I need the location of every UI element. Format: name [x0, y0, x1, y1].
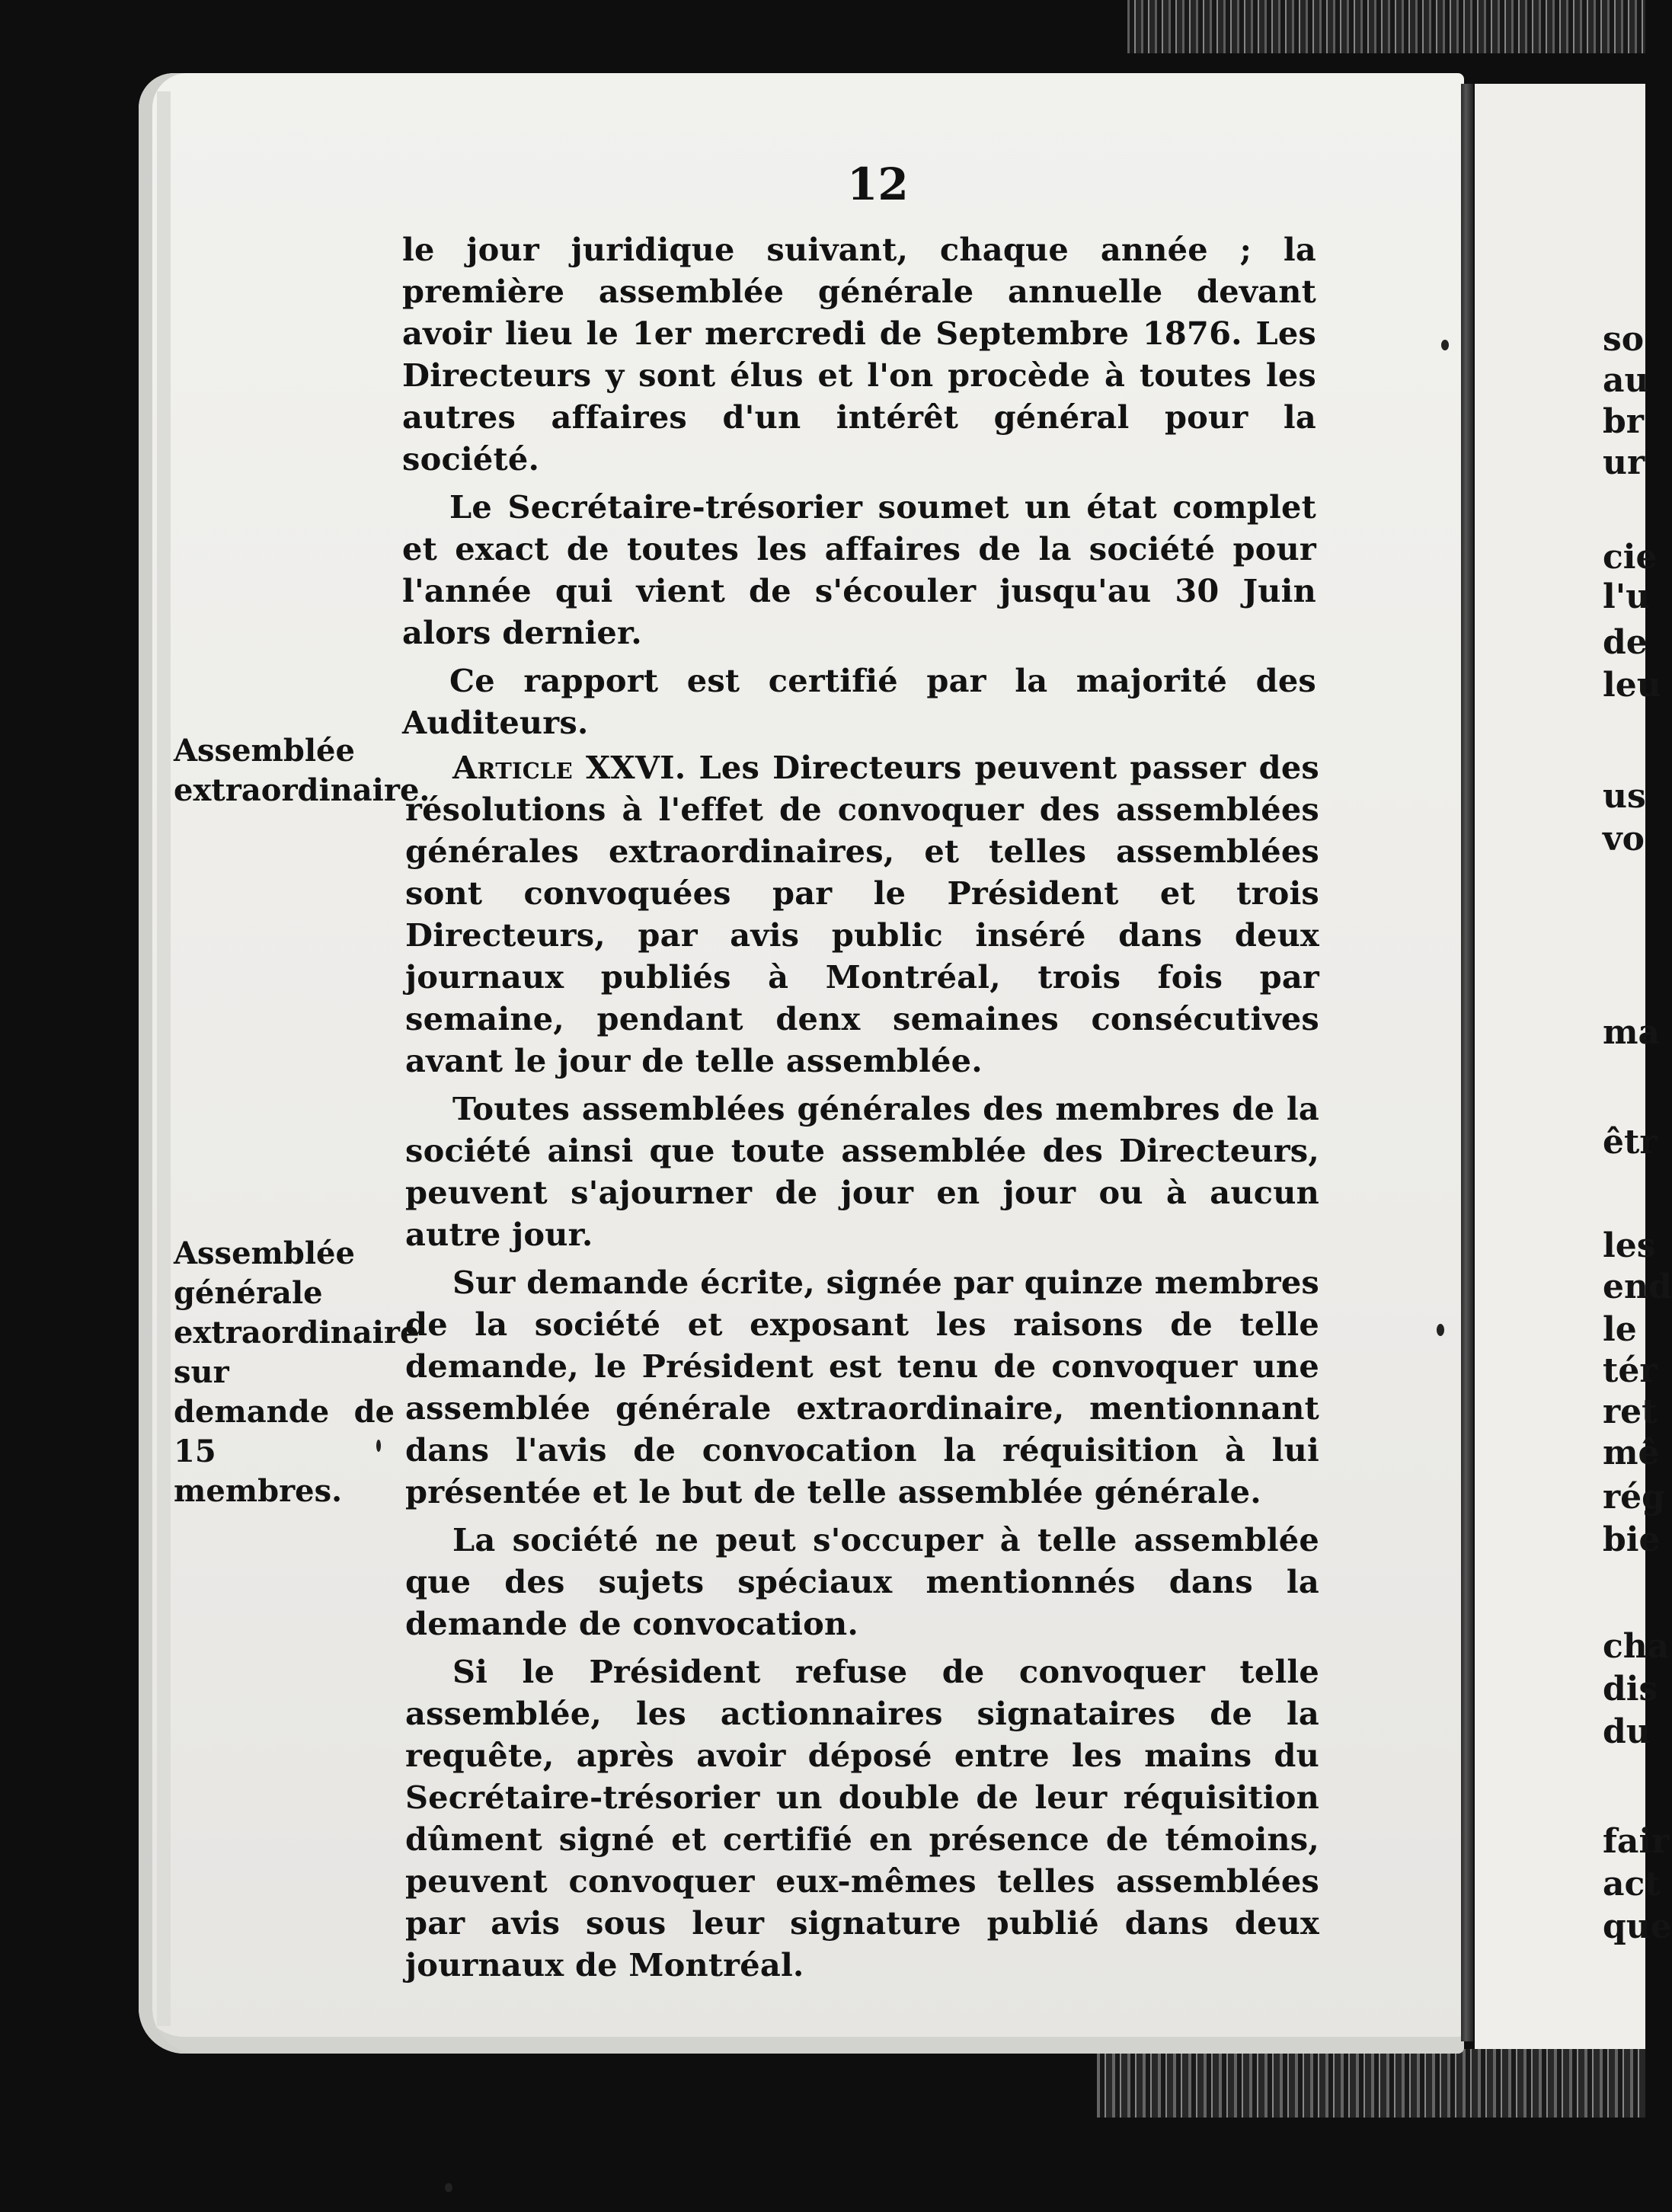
facing-fragment: mê	[1603, 1434, 1660, 1472]
article-label: Article XXVI.	[452, 749, 686, 786]
page-number: 12	[847, 158, 909, 210]
facing-fragment: rég	[1603, 1478, 1665, 1517]
facing-fragment: act	[1603, 1865, 1661, 1904]
paragraph-auditors: Ce rapport est certifié par la majorité des Auditeurs.	[402, 662, 1316, 741]
facing-fragment: de	[1603, 623, 1648, 662]
paragraph-adjourn: Toutes assemblées générales des membres de la société ainsi que toute assemblée des Directeurs, peuvent s'ajourner de jour en jour ou à aucun autre jour.	[405, 1090, 1319, 1253]
microfilm-edge-bottom	[1097, 2049, 1645, 2118]
article-paragraph	[405, 746, 1319, 1082]
paragraph-president-refuses: Si le Président refuse de convoquer telle assemblée, les actionnaires signataires de la requête, après avoir déposé entre les mains du Secrétaire-trésorier un double de leur réquisition dûment signé et certifié en présence de témoins, peuvent convoquer eux-mêmes telles assemblées par avis sous leur signature publié dans deux journaux de Montréal.	[405, 1653, 1319, 1983]
facing-fragment: so	[1603, 320, 1645, 359]
ink-speck	[1437, 1324, 1444, 1336]
ink-speck	[445, 2183, 452, 2192]
article-text: Les Directeurs peuvent passer des résolutions à l'effet de convoquer des assemblées générales extraordinaires, et telles assemblées sont convoquées par le Président et trois Directeurs, par avis public inséré dans deux journaux publiés à Montréal, trois fois par semaine, pendant denx semaines consécutives avant le jour de telle assemblée.	[405, 749, 1319, 1079]
facing-fragment: fair	[1603, 1822, 1670, 1861]
facing-fragment: vo	[1603, 820, 1645, 858]
facing-fragment: cie	[1603, 538, 1658, 577]
facing-fragment: ret	[1603, 1392, 1658, 1431]
top-text-block	[402, 229, 1316, 743]
paragraph-continuation: le jour juridique suivant, chaque année ; la première assemblée générale annuelle devant avoir lieu le 1er mercredi de Septembre 1876. Les Directeurs y sont élus et l'on procède à toutes les autres affaires d'un intérêt général pour la société.	[402, 231, 1316, 478]
page-gutter	[1461, 84, 1473, 2041]
facing-fragment: end	[1603, 1267, 1672, 1306]
ink-speck	[1441, 340, 1449, 350]
article-block	[405, 746, 1319, 1986]
facing-fragment: le	[1603, 1310, 1637, 1349]
paragraph-special-subjects: La société ne peut s'occuper à telle assemblée que des sujets spéciaux mentionnés dans la demande de convocation.	[405, 1521, 1319, 1642]
ink-speck	[376, 1440, 381, 1452]
facing-fragment: que	[1603, 1907, 1672, 1946]
facing-fragment: les	[1603, 1226, 1656, 1265]
margin-note-on-request: Assemblée générale extraordinaire sur demande de 15 membres.	[174, 1235, 420, 1509]
facing-fragment: du	[1603, 1712, 1651, 1751]
paragraph-report: Le Secrétaire-trésorier soumet un état complet et exact de toutes les affaires de la société pour l'année qui vient de s'écouler jusqu'au 30 Juin alors dernier.	[402, 488, 1316, 651]
facing-fragment: cha	[1603, 1627, 1670, 1666]
facing-fragment: l'u	[1603, 577, 1651, 616]
facing-fragment: dis	[1603, 1670, 1658, 1709]
facing-fragment: tér	[1603, 1351, 1658, 1390]
facing-fragment: br	[1603, 402, 1644, 441]
margin-note-extraordinary: Assemblée extraordinaire.	[174, 733, 430, 808]
facing-fragment: us	[1603, 777, 1646, 816]
page-inner-edge	[157, 91, 171, 2026]
microfilm-edge-top	[1127, 0, 1645, 53]
facing-fragment: bie	[1603, 1520, 1661, 1559]
facing-fragment: leu	[1603, 666, 1661, 705]
paragraph-written-request: Sur demande écrite, signée par quinze membres de la société et exposant les raisons de telle demande, le Président est tenu de convoquer une assemblée générale extraordinaire, mentionnant dans l'avis de convocation la réquisition à lui présentée et le but de telle assemblée générale.	[405, 1264, 1319, 1510]
facing-fragment: ur	[1603, 443, 1645, 482]
facing-fragment: êtr	[1603, 1123, 1658, 1162]
facing-fragment: au	[1603, 361, 1649, 400]
facing-fragment: ma	[1603, 1013, 1661, 1052]
